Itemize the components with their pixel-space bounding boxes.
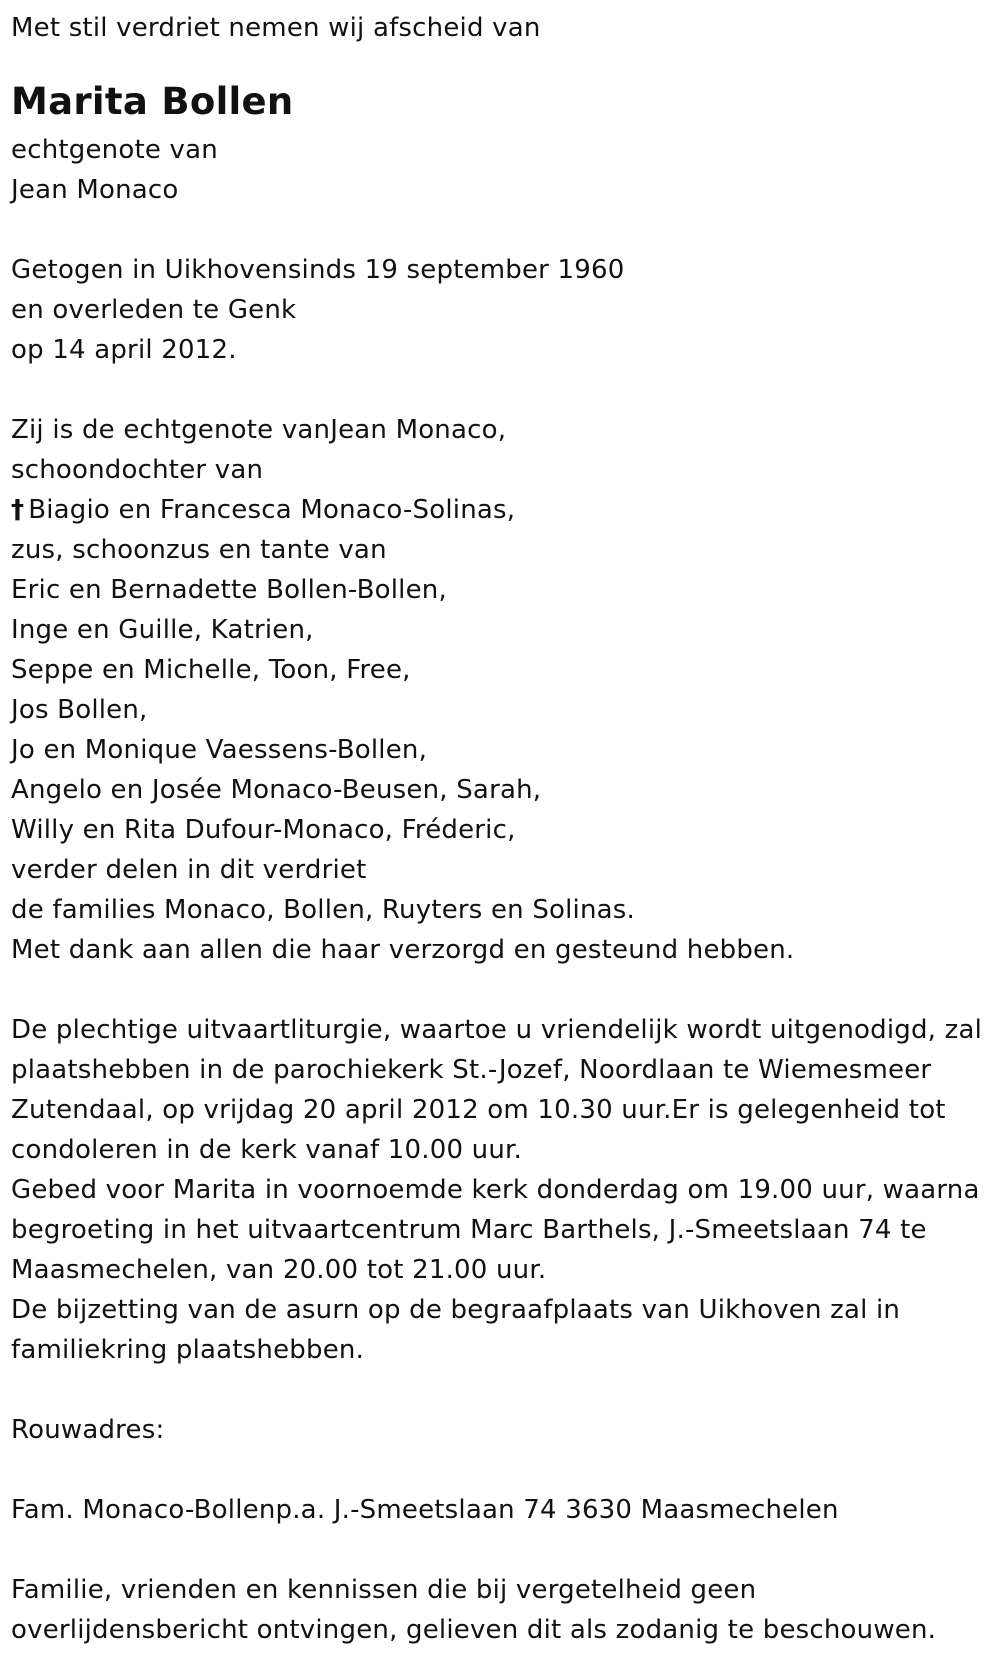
ceremony-section	[11, 1010, 1000, 1370]
family-line: Angelo en Josée Monaco-Beusen, Sarah,	[11, 775, 542, 805]
relation-text: echtgenote van	[11, 135, 218, 165]
ceremony-line: Zutendaal, op vrijdag 20 april 2012 om 10.30 uur.Er is gelegenheid tot	[11, 1095, 946, 1125]
family-line: Willy en Rita Dufour-Monaco, Fréderic,	[11, 815, 516, 845]
ceremony-line: condoleren in de kerk vanaf 10.00 uur.	[11, 1135, 523, 1165]
family-line: Inge en Guille, Katrien,	[11, 615, 314, 645]
family-line: Jo en Monique Vaessens-Bollen,	[11, 735, 428, 765]
ceremony-line: De bijzetting van de asurn op de begraafplaats van Uikhoven zal in	[11, 1295, 901, 1325]
family-line-text: Biagio en Francesca Monaco-Solinas,	[28, 495, 516, 525]
family-line: Met dank aan allen die haar verzorgd en gesteund hebben.	[11, 935, 795, 965]
life-death-place-line: en overleden te Genk	[11, 295, 297, 325]
family-line: zus, schoonzus en tante van	[11, 535, 387, 565]
spacer	[11, 1530, 1000, 1570]
closing-line: Familie, vrienden en kennissen die bij vergetelheid geen	[11, 1575, 757, 1605]
ceremony-line: plaatshebben in de parochiekerk St.-Jozef, Noordlaan te Wiemesmeer	[11, 1055, 932, 1085]
spacer	[11, 1450, 1000, 1490]
deceased-name: Marita Bollen	[11, 80, 294, 123]
family-line: de families Monaco, Bollen, Ruyters en Solinas.	[11, 895, 636, 925]
address-label: Rouwadres:	[11, 1415, 165, 1445]
ceremony-line: De plechtige uitvaartliturgie, waartoe u vriendelijk wordt uitgenodigd, zal	[11, 1015, 983, 1045]
life-birth-line: Getogen in Uikhovensinds 19 september 1960	[11, 255, 625, 285]
ceremony-line: begroeting in het uitvaartcentrum Marc Barthels, J.-Smeetslaan 74 te	[11, 1215, 927, 1245]
cross-icon: †	[11, 495, 25, 525]
intro-text: Met stil verdriet nemen wij afscheid van	[11, 13, 541, 43]
family-line: Zij is de echtgenote vanJean Monaco,	[11, 415, 507, 445]
spacer	[11, 370, 1000, 410]
family-line-deceased-parents	[11, 490, 1000, 530]
spacer	[11, 970, 1000, 1010]
family-line: Seppe en Michelle, Toon, Free,	[11, 655, 411, 685]
family-line: Jos Bollen,	[11, 695, 148, 725]
spouse-name: Jean Monaco	[11, 175, 179, 205]
life-death-date-line: op 14 april 2012.	[11, 335, 237, 365]
ceremony-line: Maasmechelen, van 20.00 tot 21.00 uur.	[11, 1255, 547, 1285]
family-line: verder delen in dit verdriet	[11, 855, 367, 885]
family-section	[11, 410, 1000, 970]
family-line: schoondochter van	[11, 455, 264, 485]
family-line: Eric en Bernadette Bollen-Bollen,	[11, 575, 447, 605]
ceremony-line: Gebed voor Marita in voornoemde kerk donderdag om 19.00 uur, waarna	[11, 1175, 980, 1205]
spacer	[11, 1370, 1000, 1410]
ceremony-line: familiekring plaatshebben.	[11, 1335, 365, 1365]
spacer	[11, 210, 1000, 250]
closing-line: overlijdensbericht ontvingen, gelieven dit als zodanig te beschouwen.	[11, 1615, 937, 1645]
address-line: Fam. Monaco-Bollenp.a. J.-Smeetslaan 74 3630 Maasmechelen	[11, 1495, 839, 1525]
